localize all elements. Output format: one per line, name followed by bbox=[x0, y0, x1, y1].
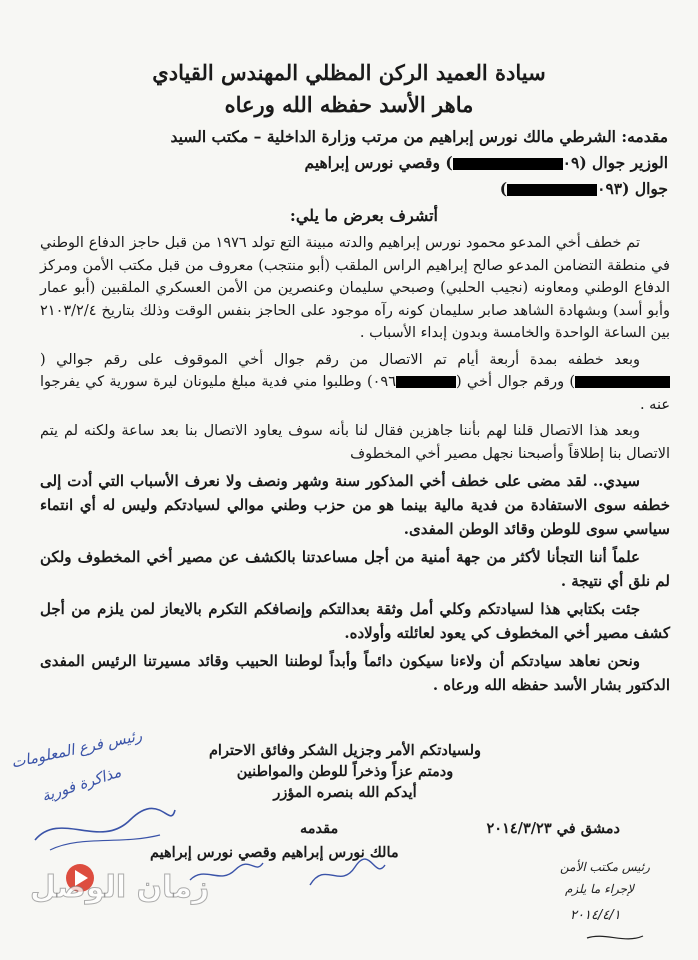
letter-body bbox=[40, 232, 670, 701]
paragraph: سيدي.. لقد مضى على خطف أخي المذكور سنة وشهر ونصف ولا نعرف الأسباب التي أدت إلى خطفه سوى الاستفادة من فدية مالية بينما هو من حزب وطني موالي لسيادتكم وليس له أي انتماء سياسي سوى للوطن وقائد الوطن المفدى. bbox=[40, 472, 670, 538]
handwritten-note: رئيس فرع المعلومات bbox=[9, 726, 144, 772]
closing-line: أيدكم الله بنصره المؤزر bbox=[273, 784, 417, 801]
subject-line: الوزير جوال (٠٩) وقصي نورس إبراهيم bbox=[304, 153, 668, 172]
paragraph: جئت بكتابي هذا لسيادتكم وكلي أمل وثقة بعدالتكم وإنصافكم التكرم بالايعاز لمن يلزم من أجل كشف مصير أخي المخطوف كي يعود لعائلته وأولاده. bbox=[40, 600, 670, 642]
handwritten-note: لإجراء ما يلزم bbox=[565, 882, 634, 896]
handwritten-note: مذاكرة فورية bbox=[39, 762, 124, 806]
greeting-line: أتشرف بعرض ما يلي: bbox=[289, 206, 438, 225]
paragraph: وبعد خطفه بمدة أربعة أيام تم الاتصال من رقم جوال أخي الموقوف على رقم جوالي () ورقم جوال أخي (٠٩٦) وطلبوا مني فدية مبلغ مليونان ليرة سورية كي يفرجوا عنه . bbox=[40, 351, 670, 413]
handwritten-underline bbox=[585, 930, 645, 946]
closing-block bbox=[180, 740, 510, 803]
submitter-signature bbox=[300, 855, 390, 895]
watermark-logo bbox=[20, 848, 220, 918]
redaction-bar bbox=[507, 184, 597, 196]
paragraph: ونحن نعاهد سيادتكم أن ولاءنا سيكون دائماً وأبداً لوطننا الحبيب وقائد مسيرتنا الرئيس المفدى الدكتور بشار الأسد حفظه الله ورعاه . bbox=[40, 652, 670, 694]
subject-line: مقدمه: الشرطي مالك نورس إبراهيم من مرتب وزارة الداخلية – مكتب السيد bbox=[170, 127, 668, 146]
redaction-bar bbox=[453, 158, 563, 170]
paragraph: علماً أننا التجأنا لأكثر من جهة أمنية من أجل مساعدتنا بالكشف عن مصير أخي المخطوف ولكن لم نلق أي نتيجة . bbox=[40, 548, 670, 590]
addressee-title: سيادة العميد الركن المظلي المهندس القيادي bbox=[152, 60, 546, 85]
watermark-text: زمان الوصل bbox=[30, 870, 210, 905]
addressee-name: ماهر الأسد حفظه الله ورعاه bbox=[224, 92, 474, 117]
closing-line: ودمتم عزاً وذخراً للوطن والمواطنين bbox=[236, 763, 454, 780]
paragraph: تم خطف أخي المدعو محمود نورس إبراهيم والدته مبينة التع تولد ١٩٧٦ من قبل حاجز الدفاع الوطني في منطقة التضامن المدعو صالح إبراهيم الراس الملقب (أبو منتجب) معروف من قبل مكتب الأمن ومركز الدفاع الوطني ومعاونه (نجيب الحلبي) وصبحي سليمان وعنصرين من الأمن العسكري الملقبين (أبو عمار وأبو أسد) وبشهادة الشاهد صابر سليمان كونه رآه موجود على الحاجز بنفس الوقت وذلك بتاريخ ٢١٠٣/٢/٤ بين الساعة الواحدة والخامسة وبدون إبداء الأسباب . bbox=[40, 235, 670, 341]
closing-line: ولسيادتكم الأمر وجزيل الشكر وفائق الاحترام bbox=[208, 742, 482, 759]
handwritten-note: رئيس مكتب الأمن bbox=[560, 860, 650, 874]
place-date: دمشق في ٢٠١٤/٣/٢٣ bbox=[486, 820, 620, 837]
paragraph: وبعد هذا الاتصال قلنا لهم بأننا جاهزين فقال لنا بأنه سوف يعاود الاتصال بنا بعد ساعة ولكنه لم يتم الاتصال بنا إطلاقاً وأصبحنا نجهل مصير أخي المخطوف bbox=[40, 423, 670, 462]
subject-block bbox=[28, 124, 668, 202]
redaction-bar bbox=[575, 376, 670, 388]
redaction-bar bbox=[396, 376, 456, 388]
submitter-names: مالك نورس إبراهيم وقصي نورس إبراهيم bbox=[150, 844, 399, 861]
submitter-label: مقدمه bbox=[300, 820, 339, 837]
subject-line: جوال (٠٩٣) bbox=[499, 179, 668, 198]
handwritten-note: ٢٠١٤/٤/١ bbox=[570, 908, 621, 923]
